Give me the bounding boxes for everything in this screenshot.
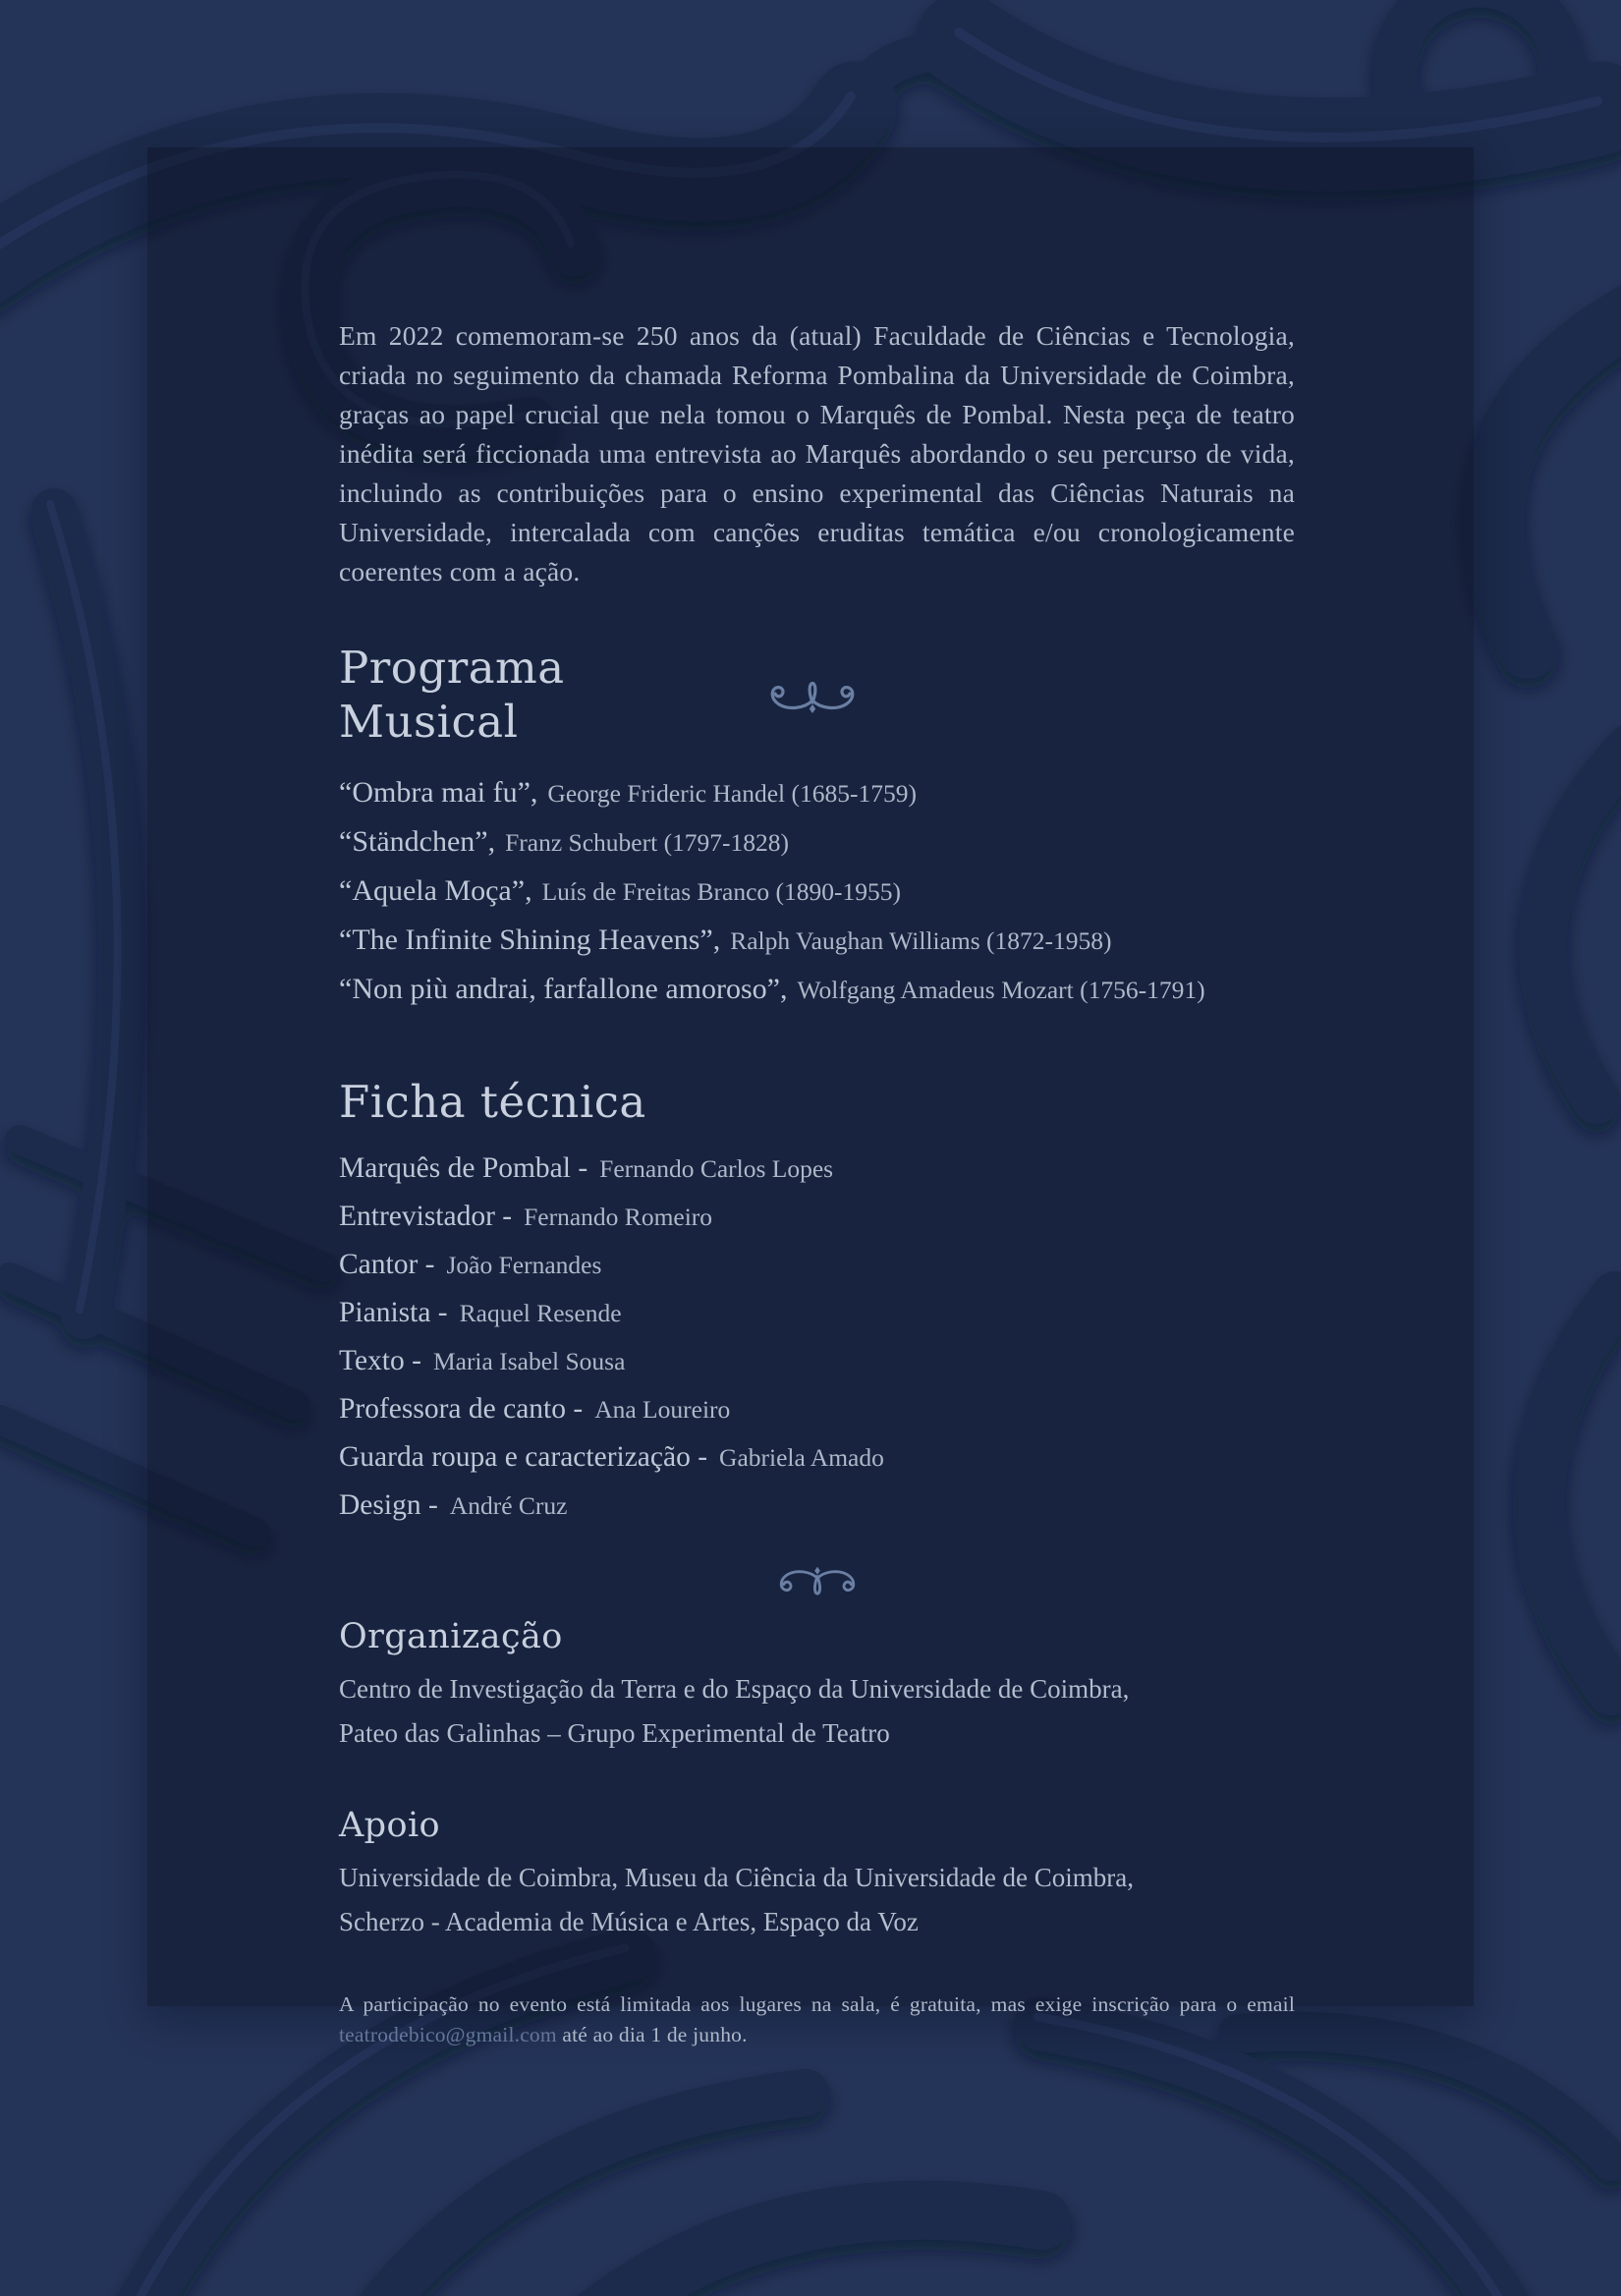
ficha-item — [339, 1387, 1295, 1435]
role-label: Guarda roupa e caracterização - — [339, 1441, 708, 1473]
composer-name: George Frideric Handel (1685-1759) — [547, 779, 917, 808]
composer-name: Luís de Freitas Branco (1890-1955) — [541, 877, 901, 906]
organizacao-lines — [339, 1667, 1295, 1756]
flourish-icon — [763, 666, 862, 727]
footer-note — [339, 1989, 1295, 2050]
program-item — [339, 918, 1295, 967]
role-label: Pianista - — [339, 1297, 448, 1328]
ficha-item — [339, 1484, 1295, 1532]
email-link[interactable]: teatrodebico@gmail.com — [339, 2023, 557, 2046]
program-heading-line2: Musical — [339, 696, 519, 748]
program-heading-block — [339, 641, 1295, 749]
program-item — [339, 819, 1295, 868]
composer-name: Ralph Vaughan Williams (1872-1958) — [730, 926, 1112, 955]
organizacao-heading: Organização — [339, 1617, 563, 1656]
program-item — [339, 770, 1295, 819]
composer-name: Wolfgang Amadeus Mozart (1756-1791) — [797, 976, 1205, 1004]
song-title: “Ständchen”, — [339, 825, 496, 858]
apoio-line2: Scherzo - Academia de Música e Artes, Espaço da Voz — [339, 1907, 919, 1936]
composer-name: Franz Schubert (1797-1828) — [505, 828, 790, 857]
intro-paragraph: Em 2022 comemoram-se 250 anos da (atual) Faculdade de Ciências e Tecnologia, criada no seguimento da chamada Reforma Pombalina da Universidade de Coimbra, graças ao papel crucial que nela tomou o Marquês de Pombal. Nesta peça de teatro inédita será ficcionada uma entrevista ao Marquês abordando o seu percurso de vida, incluindo as contribuições para o ensino experimental das Ciências Naturais na Universidade, intercalada com canções eruditas temática e/ou cronologicamente coerentes com a ação. — [339, 320, 1295, 587]
flourish-icon-flipped — [773, 1555, 862, 1608]
apoio-line1: Universidade de Coimbra, Museu da Ciência da Universidade de Coimbra, — [339, 1863, 1135, 1892]
person-name: Fernando Romeiro — [524, 1203, 713, 1231]
organizacao-line2: Pateo das Galinhas – Grupo Experimental de Teatro — [339, 1718, 890, 1748]
role-label: Texto - — [339, 1345, 421, 1376]
song-title: “Ombra mai fu”, — [339, 776, 538, 809]
ficha-item — [339, 1291, 1295, 1339]
ficha-heading: Ficha técnica — [339, 1076, 646, 1128]
song-title: “The Infinite Shining Heavens”, — [339, 924, 721, 956]
footer-text-before-email: A participação no evento está limitada aos lugares na sala, é gratuita, mas exige inscrição para o email — [339, 1992, 1295, 2016]
apoio-lines — [339, 1856, 1295, 1944]
program-heading-line1: Programa — [339, 642, 565, 694]
poster-content — [339, 0, 1295, 2050]
ficha-item — [339, 1339, 1295, 1387]
role-label: Cantor - — [339, 1249, 435, 1280]
ficha-item — [339, 1435, 1295, 1484]
ficha-item — [339, 1195, 1295, 1243]
person-name: Raquel Resende — [459, 1299, 622, 1327]
program-item — [339, 967, 1295, 1016]
person-name: Fernando Carlos Lopes — [599, 1154, 834, 1183]
person-name: João Fernandes — [446, 1251, 602, 1279]
program-item — [339, 868, 1295, 918]
organizacao-line1: Centro de Investigação da Terra e do Espaço da Universidade de Coimbra, — [339, 1674, 1130, 1704]
song-title: “Non più andrai, farfallone amoroso”, — [339, 973, 788, 1005]
program-list — [339, 770, 1295, 1016]
apoio-heading: Apoio — [339, 1806, 441, 1845]
ficha-list — [339, 1147, 1295, 1532]
person-name: André Cruz — [449, 1491, 568, 1520]
footer-text-after-email: até ao dia 1 de junho. — [556, 2023, 748, 2046]
role-label: Design - — [339, 1489, 438, 1521]
ficha-item — [339, 1147, 1295, 1195]
person-name: Ana Loureiro — [594, 1395, 731, 1424]
role-label: Professora de canto - — [339, 1393, 584, 1425]
role-label: Marquês de Pombal - — [339, 1152, 588, 1184]
song-title: “Aquela Moça”, — [339, 874, 532, 907]
person-name: Maria Isabel Sousa — [432, 1347, 626, 1375]
person-name: Gabriela Amado — [719, 1443, 884, 1472]
ficha-item — [339, 1243, 1295, 1291]
flourish-divider — [339, 1555, 1295, 1608]
role-label: Entrevistador - — [339, 1201, 513, 1232]
